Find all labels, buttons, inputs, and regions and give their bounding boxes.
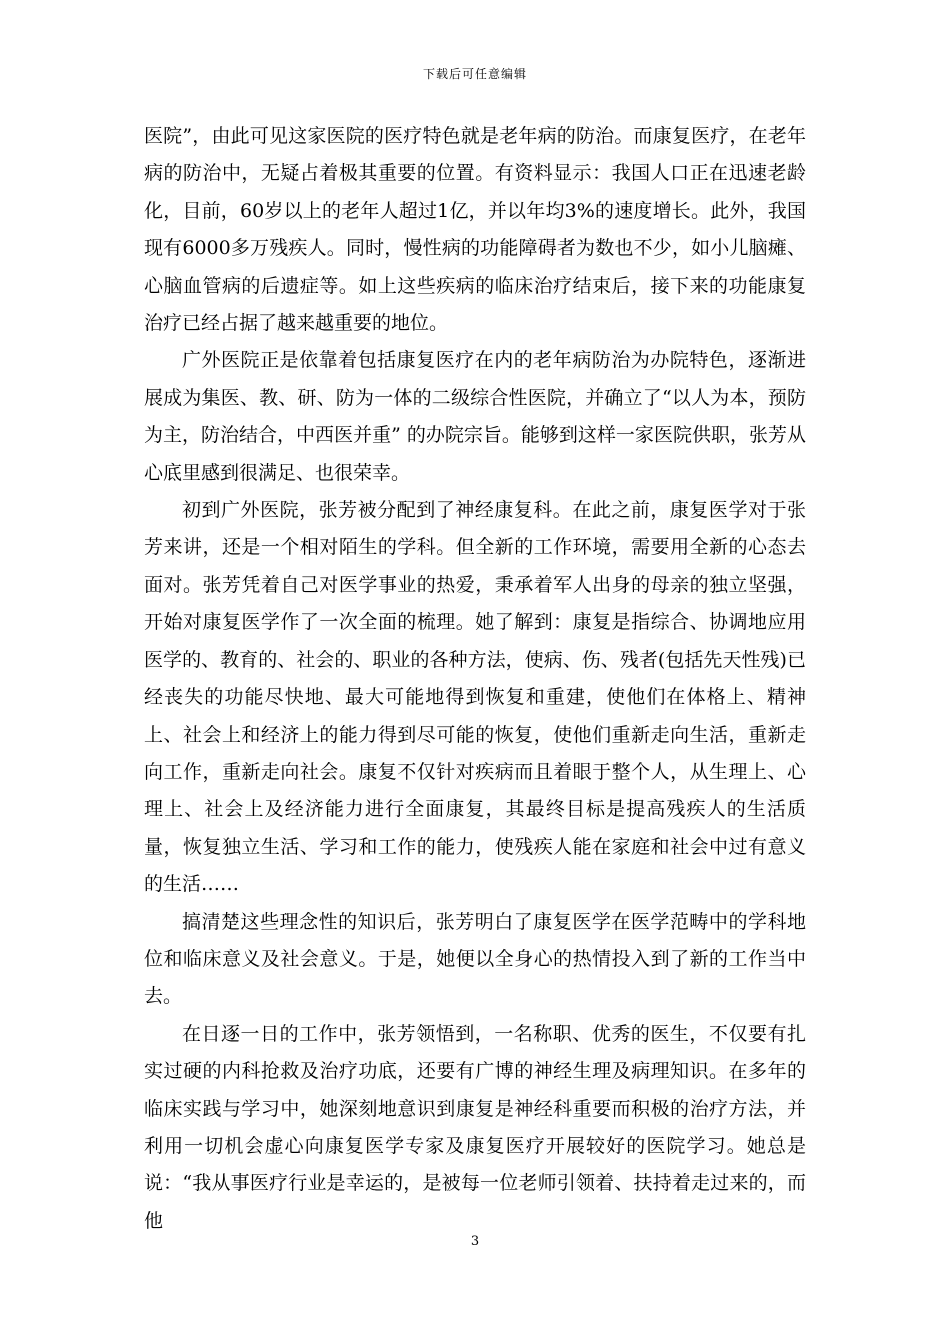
paragraph-5: 在日逐一日的工作中，张芳领悟到，一名称职、优秀的医生，不仅要有扎实过硬的内科抢救及治疗功底，还要有广博的神经生理及病理知识。在多年的临床实践与学习中，她深刻地意识到康复是神经科重要而积极的治疗方法，并利用一切机会虚心向康复医学专家及康复医疗开展较好的医院学习。她总是说：“我从事医疗行业是幸运的，是被每一位老师引领着、扶持着走过来的，而他 (144, 1022, 806, 1232)
paragraph-1: 医院”，由此可见这家医院的医疗特色就是老年病的防治。而康复医疗，在老年病的防治中，无疑占着极其重要的位置。有资料显示：我国人口正在迅速老龄化，目前，60岁以上的老年人超过1亿，并以年均3%的速度增长。此外，我国现有6000多万残疾人。同时，慢性病的功能障碍者为数也不少，如小儿脑瘫、心脑血管病的后遗症等。如上这些疾病的临床治疗结束后，接下来的功能康复治疗已经占据了越来越重要的地位。 (144, 125, 806, 335)
paragraph-3: 初到广外医院，张芳被分配到了神经康复科。在此之前，康复医学对于张芳来讲，还是一个相对陌生的学科。但全新的工作环境，需要用全新的心态去面对。张芳凭着自己对医学事业的热爱，秉承着军人出身的母亲的独立坚强，开始对康复医学作了一次全面的梳理。她了解到：康复是指综合、协调地应用医学的、教育的、社会的、职业的各种方法，使病、伤、残者(包括先天性残)已经丧失的功能尽快地、最大可能地得到恢复和重建，使他们在体格上、精神上、社会上和经济上的能力得到尽可能的恢复，使他们重新走向生活，重新走向工作，重新走向社会。康复不仅针对疾病而且着眼于整个人，从生理上、心理上、社会上及经济能力进行全面康复，其最终目标是提高残疾人的生活质量，恢复独立生活、学习和工作的能力，使残疾人能在家庭和社会中过有意义的生活…… (144, 499, 806, 896)
document-body (144, 118, 806, 1240)
page-header: 下载后可任意编辑 (422, 67, 527, 81)
paragraph-4: 搞清楚这些理念性的知识后，张芳明白了康复医学在医学范畴中的学科地位和临床意义及社会意义。于是，她便以全身心的热情投入到了新的工作当中去。 (144, 910, 806, 1008)
paragraph-2: 广外医院正是依靠着包括康复医疗在内的老年病防治为办院特色，逐渐进展成为集医、教、研、防为一体的二级综合性医院，并确立了“以人为本，预防为主，防治结合，中西医并重” 的办院宗旨。能够到这样一家医院供职，张芳从心底里感到很满足、也很荣幸。 (144, 349, 806, 484)
page-number: 3 (470, 1234, 480, 1249)
